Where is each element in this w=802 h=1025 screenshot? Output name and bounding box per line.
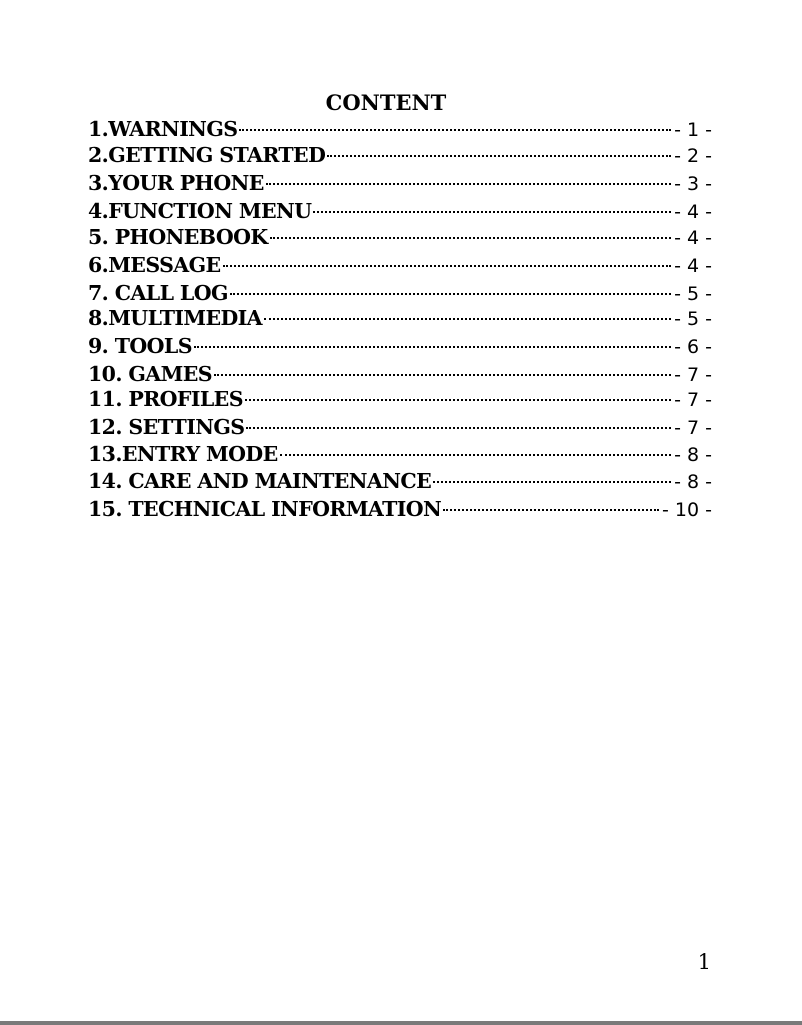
toc-entry[interactable] — [88, 252, 712, 278]
toc-entry-label: 14. CARE AND MAINTENANCE — [88, 469, 432, 493]
toc-heading: CONTENT — [325, 90, 447, 115]
toc-entry-page: - 5 - — [674, 283, 712, 305]
toc-dot-leader — [214, 374, 671, 376]
toc-dot-leader — [433, 481, 671, 483]
toc-entry-label: 11. PROFILES — [88, 387, 243, 411]
toc-dot-leader — [327, 155, 671, 157]
toc-entry[interactable] — [88, 224, 712, 250]
toc-entry[interactable] — [88, 386, 712, 412]
toc-entry-page: - 7 - — [674, 389, 712, 411]
toc-dot-leader — [239, 129, 671, 131]
toc-dot-leader — [246, 427, 671, 429]
toc-entry[interactable] — [88, 198, 712, 224]
page-number: 1 — [697, 950, 711, 974]
toc-dot-leader — [230, 293, 671, 295]
toc-entry-page: - 7 - — [674, 364, 712, 386]
toc-entry[interactable] — [88, 414, 712, 440]
toc-entry[interactable] — [88, 468, 712, 494]
toc-dot-leader — [194, 346, 671, 348]
toc-entry-page: - 7 - — [674, 417, 712, 439]
toc-dot-leader — [313, 211, 671, 213]
toc-entry[interactable] — [88, 280, 712, 306]
toc-entry-label: 2.GETTING STARTED — [88, 143, 326, 167]
toc-entry-page: - 4 - — [674, 255, 712, 277]
toc-entry-label: 6.MESSAGE — [88, 253, 221, 277]
toc-entry-page: - 2 - — [674, 145, 712, 167]
toc-entry[interactable] — [88, 333, 712, 359]
toc-entry-label: 1.WARNINGS — [88, 117, 238, 141]
toc-entry-label: 7. CALL LOG — [88, 281, 228, 305]
toc-entry-label: 13.ENTRY MODE — [88, 442, 278, 466]
toc-entry-page: - 1 - — [674, 119, 712, 141]
toc-entry-page: - 4 - — [674, 227, 712, 249]
toc-entry-label: 15. TECHNICAL INFORMATION — [88, 497, 442, 521]
toc-dot-leader — [280, 454, 671, 456]
toc-entry-label: 3.YOUR PHONE — [88, 171, 264, 195]
toc-entry[interactable] — [88, 305, 712, 331]
toc-entry-page: - 3 - — [674, 173, 712, 195]
toc-dot-leader — [223, 265, 672, 267]
toc-entry-label: 12. SETTINGS — [88, 415, 245, 439]
toc-entry[interactable] — [88, 496, 712, 522]
toc-dot-leader — [245, 399, 671, 401]
toc-entry-label: 10. GAMES — [88, 362, 212, 386]
toc-dot-leader — [270, 237, 672, 239]
toc-entry-page: - 4 - — [674, 201, 712, 223]
toc-entry[interactable] — [88, 361, 712, 387]
toc-entry-label: 4.FUNCTION MENU — [88, 199, 312, 223]
toc-entry-page: - 6 - — [674, 336, 712, 358]
bottom-border — [0, 1021, 802, 1025]
toc-entry-label: 5. PHONEBOOK — [88, 225, 268, 249]
toc-entry-page: - 10 - — [662, 499, 712, 521]
toc-dot-leader — [264, 318, 671, 320]
toc-entry[interactable] — [88, 441, 712, 467]
toc-entry-label: 9. TOOLS — [88, 334, 192, 358]
toc-entry[interactable] — [88, 170, 712, 196]
toc-entry-page: - 8 - — [674, 444, 712, 466]
toc-dot-leader — [266, 183, 671, 185]
toc-entry-page: - 8 - — [674, 471, 712, 493]
toc-entry[interactable] — [88, 116, 712, 142]
toc-entry[interactable] — [88, 142, 712, 168]
toc-dot-leader — [443, 509, 659, 511]
toc-entry-page: - 5 - — [674, 308, 712, 330]
toc-entry-label: 8.MULTIMEDIA — [88, 306, 262, 330]
